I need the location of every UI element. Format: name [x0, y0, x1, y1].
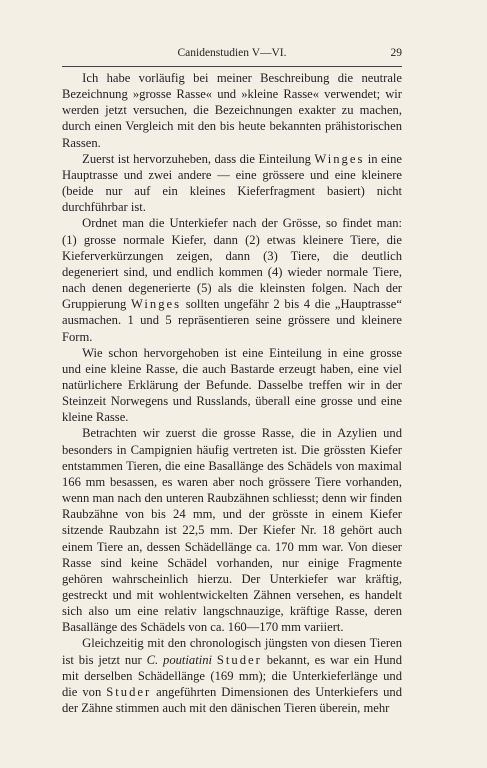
paragraph-text: angeführten Dimensionen des Unterkiefers und der Zähne stimmen auch mit den dänischen Tieren überein, mehr	[62, 684, 403, 716]
author-name-spaced: Winges	[131, 297, 182, 312]
paragraph-text: sollten ungefähr 2 bis 4 die „Hauptrasse“ ausmachen. 1 und 5 repräsentieren seine grössere und kleinere Form.	[62, 297, 402, 344]
paragraph	[62, 345, 402, 426]
paragraph	[62, 70, 402, 151]
paragraph-text: Betrachten wir zuerst die grosse Rasse, die in Azylien und besonders in Campignien häufig vertreten ist. Die grössten Kiefer entstammen Tieren, die eine Basallänge des Schädels von maximal 166 mm besassen, es waren aber noch grössere Tiere vorhanden, wenn man nach den unteren Raubzähnen schliesst; denn wir finden Raubzähne von bis 24 mm, und der grösste in einem Kiefer sitzende Raubzahn ist 22,5 mm. Der Kiefer Nr. 18 gehört auch einem Tiere an, dessen Schädellänge ca. 170 mm war. Von dieser Rasse sind keine Schädel vorhanden, nur einige Fragmente gehören wahrscheinlich hierzu. Der Unterkiefer war kräftig, gestreckt und mit wohlentwickelten Zähnen versehen, es handelt sich also um eine relativ langschnauzige, kräftige Rasse, deren Basallänge des Schädels von ca. 160—170 mm variiert.	[62, 426, 402, 635]
paragraph-text: Zuerst ist hervorzuheben, dass die Einteilung	[82, 151, 315, 166]
page-number: 29	[390, 47, 402, 59]
paragraph	[62, 635, 402, 716]
paragraph	[62, 425, 402, 635]
author-name-spaced: Studer	[216, 652, 262, 667]
page-header	[62, 46, 402, 60]
running-title: Canidenstudien V—VI.	[177, 47, 287, 59]
body-text	[62, 70, 402, 716]
header-rule	[62, 66, 402, 67]
paragraph-text: in eine Hauptrasse und zwei andere — eine grössere und eine kleinere (beide nur auf ein kleines Kieferfragment basiert) nicht durchführbar ist.	[62, 151, 402, 215]
paragraph	[62, 215, 402, 344]
paragraph-text: Ich habe vorläufig bei meiner Beschreibung die neutrale Bezeichnung »grosse Rasse« und »kleine Rasse« verwendet; wir werden jetzt versuchen, die Bezeichnungen exakter zu machen, durch einen Vergleich mit den bis heute bekannten prähistorischen Rassen.	[62, 71, 402, 150]
paragraph	[62, 151, 402, 216]
species-name-italic: C. poutiatini	[146, 652, 213, 667]
paragraph-text: Gleichzeitig mit den chronologisch jüngsten von diesen Tieren ist bis jetzt nur	[62, 636, 402, 667]
paragraph-text: Ordnet man die Unterkiefer nach der Grösse, so findet man: (1) grosse normale Kiefer, dann (2) etwas kleinere Tiere, die Kieferverkürzungen zeigen, dann (3) Tiere, die deutlich degeneriert sind, und endlich kommen (4) wieder normale Tiere, nach denen degenerierte (5) als die kleinsten folgen. Nach der Gruppierung	[62, 216, 402, 312]
author-name-spaced: Winges	[314, 151, 365, 166]
paragraph-text: bekannt, es war ein Hund mit derselben Schädellänge (169 mm); die Unterkieferlänge und die von	[62, 652, 402, 699]
paragraph-text: Wie schon hervorgehoben ist eine Einteilung in eine grosse und eine kleine Rasse, die auch Bastarde erzeugt haben, eine viel natürlichere Erklärung der Befunde. Dasselbe treffen wir in der Steinzeit Norwegens und Russlands, überall eine grosse und eine kleine Rasse.	[62, 345, 402, 425]
author-name-spaced: Studer	[106, 684, 152, 699]
